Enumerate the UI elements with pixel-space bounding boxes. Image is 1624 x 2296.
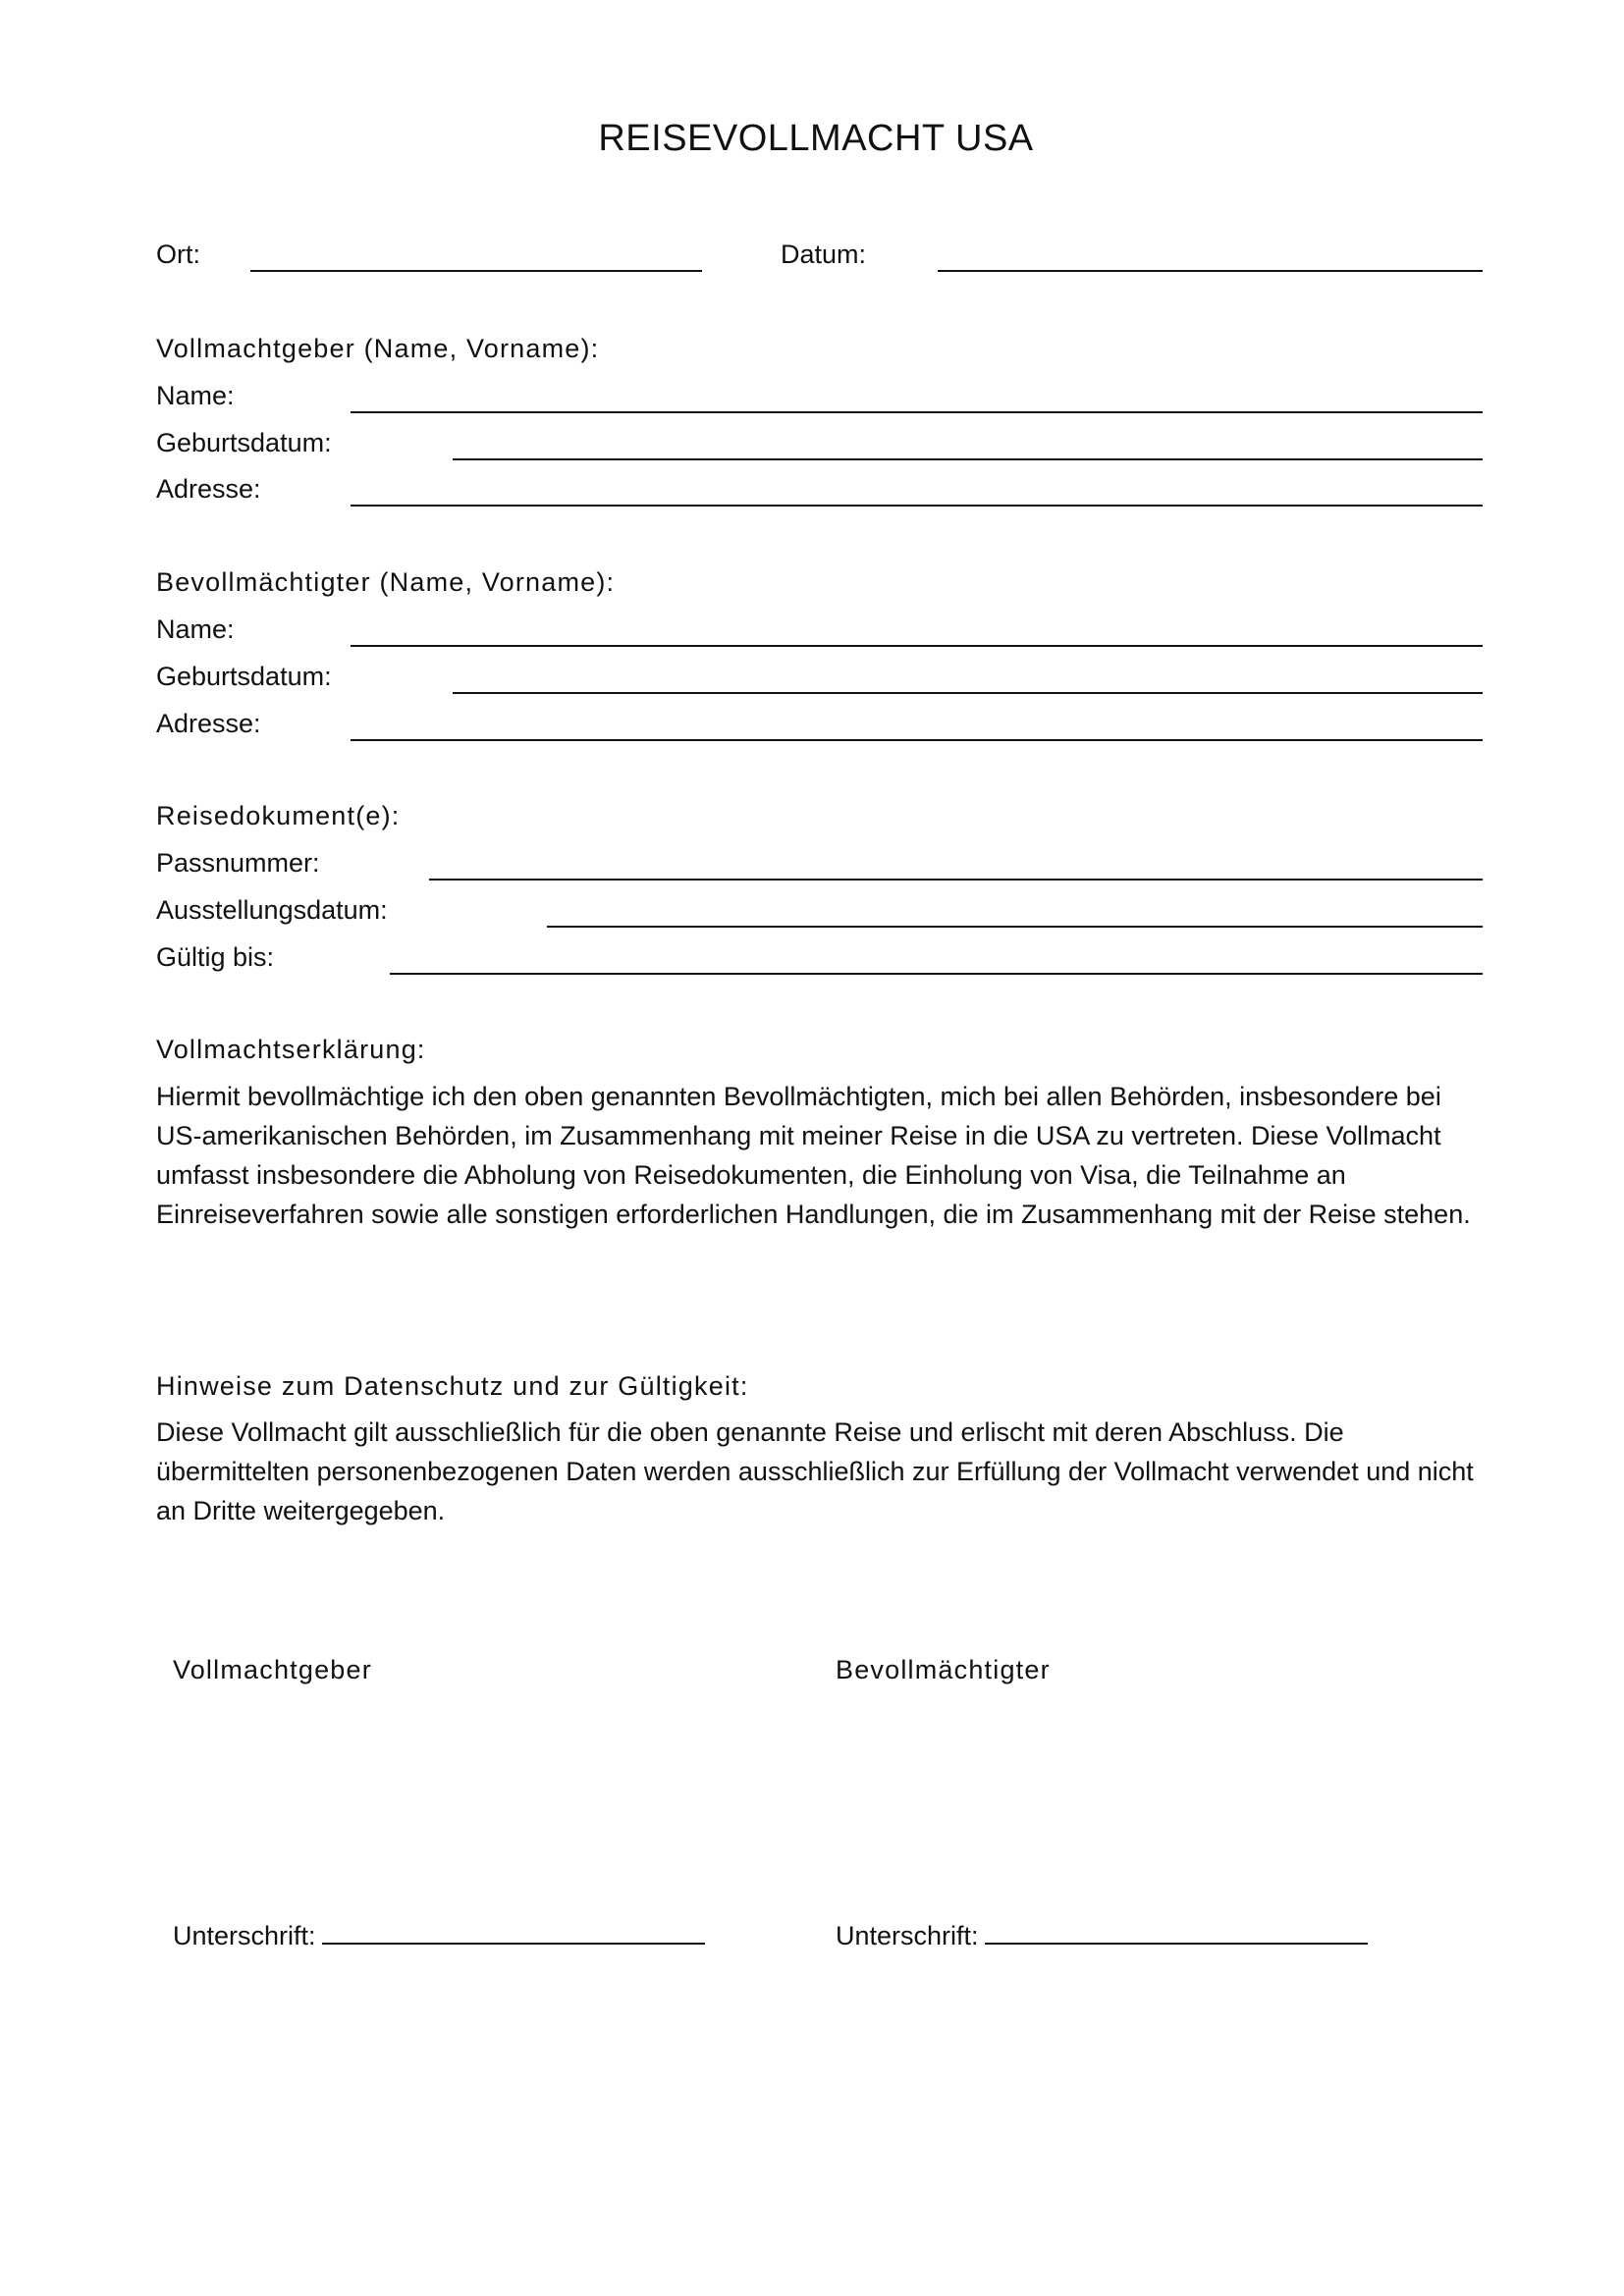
grantor-signature-heading: Vollmachtgeber: [173, 1655, 372, 1684]
grantor-address-label: Adresse:: [156, 474, 261, 504]
issue-date-label: Ausstellungsdatum:: [156, 895, 388, 925]
issue-date-field[interactable]: [547, 926, 1483, 928]
agent-name-label: Name:: [156, 614, 235, 644]
declaration-heading: Vollmachtserklärung:: [156, 1035, 426, 1064]
agent-birthdate-label: Geburtsdatum:: [156, 662, 332, 691]
grantor-signature-field[interactable]: [322, 1919, 705, 1945]
passport-number-label: Passnummer:: [156, 848, 320, 878]
document-title: REISEVOLLMACHT USA: [598, 118, 1034, 159]
valid-until-label: Gültig bis:: [156, 942, 275, 972]
travel-docs-heading: Reisedokument(e):: [156, 801, 401, 830]
agent-signature-field[interactable]: [985, 1919, 1368, 1945]
grantor-birthdate-field[interactable]: [453, 458, 1483, 460]
place-label: Ort:: [156, 240, 200, 269]
agent-name-field[interactable]: [351, 645, 1483, 647]
agent-birthdate-field[interactable]: [453, 692, 1483, 694]
grantor-address-field[interactable]: [351, 505, 1483, 507]
valid-until-field[interactable]: [390, 973, 1483, 975]
agent-address-field[interactable]: [351, 739, 1483, 741]
agent-heading: Bevollmächtigter (Name, Vorname):: [156, 567, 616, 597]
agent-signature-label: Unterschrift:: [836, 1921, 979, 1950]
privacy-text: Diese Vollmacht gilt ausschließlich für die oben genannte Reise und erlischt mit deren Abschluss. Die übermittelten personenbezogenen Daten werden ausschließlich zur Erfüllung der Vollmacht verwendet und nicht an Dritte weitergegeben.: [156, 1417, 1474, 1525]
date-label: Datum:: [781, 240, 867, 269]
grantor-name-label: Name:: [156, 381, 235, 410]
date-field[interactable]: [938, 270, 1483, 272]
grantor-signature-row: [173, 1919, 705, 1951]
privacy-heading: Hinweise zum Datenschutz und zur Gültigkeit:: [156, 1371, 749, 1401]
declaration-text: Hiermit bevollmächtige ich den oben genannten Bevollmächtigten, mich bei allen Behörden, insbesondere bei US-amerikanischen Behörden, im Zusammenhang mit meiner Reise in die USA zu vertreten. Diese Vollmacht umfasst insbesondere die Abholung von Reisedokumenten, die Einholung von Visa, die Teilnahme an Einreiseverfahren sowie alle sonstigen erforderlichen Handlungen, die im Zusammenhang mit der Reise stehen.: [156, 1082, 1471, 1229]
agent-signature-heading: Bevollmächtigter: [836, 1655, 1051, 1684]
grantor-signature-label: Unterschrift:: [173, 1921, 316, 1950]
grantor-heading: Vollmachtgeber (Name, Vorname):: [156, 334, 600, 363]
place-field[interactable]: [250, 270, 702, 272]
passport-number-field[interactable]: [429, 879, 1483, 881]
grantor-name-field[interactable]: [351, 411, 1483, 413]
grantor-birthdate-label: Geburtsdatum:: [156, 428, 332, 457]
agent-signature-row: [836, 1919, 1368, 1951]
agent-address-label: Adresse:: [156, 709, 261, 738]
